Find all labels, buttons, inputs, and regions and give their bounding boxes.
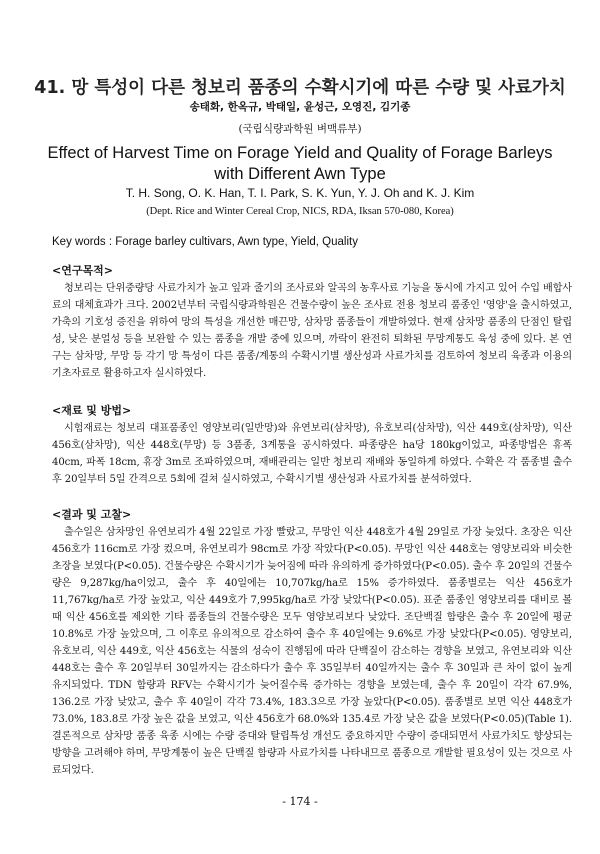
section-body-objective: 청보리는 단위중량당 사료가치가 높고 잎과 줄기의 조사료와 알곡의 농후사료 기능을 동시에 가지고 있어 수입 배합사료의 대체효과가 크다. 2002년부터 국립식량과학원은 건물수량이 높은 조사료 전용 청보리 품종인 '영양'을 출시하였고, 가축의 기호성 증진을 위하여 망의 특성을 개선한 매끈망, 삼차망 품종들이 개발하였다. 현재 삼차망 품종의 단점인 탈립성, 낮은 분얼성 등을 보완할 수 있는 품종을 개발 중에 있으며, 까락이 완전히 퇴화된 무망계통도 육성 중에 있다. 본 연구는 삼차망, 무망 등 각기 망 특성이 다른 품종/계통의 수확시기별 생산성과 사료가치를 검토하여 청보리 육종과 이용의 기초자료로 활용하고자 실시하였다. xyxy=(52,283,572,379)
page-number: - 174 - xyxy=(282,795,318,808)
keywords-label: Key words xyxy=(52,236,106,248)
section-objective xyxy=(52,262,572,382)
section-body-methods: 시험재료는 청보리 대표품종인 영양보리(일반망)와 유연보리(삼차망), 유호보리(삼차망), 익산 449호(삼차망), 익산 456호(삼차망), 익산 448호(무망) 등 3품종, 3계통을 공시하였다. 파종량은 ha당 180kg이었고, 파종방법은 휴폭 40cm, 파폭 18cm, 휴장 3m로 조파하였으며, 재배관리는 일반 청보리 재배와 동일하게 하였다. 수확은 각 품종별 출수 후 20일부터 5일 간격으로 5회에 걸쳐 실시하였고, 수확시기별 생산성과 사료가치를 분석하였다. xyxy=(52,423,572,485)
affiliation-english: (Dept. Rice and Winter Cereal Crop, NICS, RDA, Iksan 570-080, Korea) xyxy=(146,206,454,217)
section-body-results: 출수일은 삼차망인 유연보리가 4월 22일로 가장 빨랐고, 무망인 익산 448호가 4월 29일로 가장 늦었다. 초장은 익산 456호가 116cm로 가장 컸으며, 유연보리가 98cm로 가장 작았다(P<0.05). 무망인 익산 448호는 영양보리와 비슷한 초장을 보였다(P<0.05). 건물수량은 수확시기가 늦어짐에 따라 유의하게 증가하였다(P<0.05). 출수 후 20일의 건물수량은 9,287kg/ha이었고, 출수 후 40일에는 10,707kg/ha로 15% 증가하였다. 품종별로는 익산 456호가 11,767kg/ha로 가장 높았고, 익산 449호가 7,995kg/ha로 가장 낮았다(P<0.05). 표준 품종인 영양보리를 대비로 볼 때 익산 456호를 제외한 기타 품종들의 건물수량은 모두 영양보리보다 낮았다. 조단백질 함량은 출수 후 20일에 평균 10.8%로 가장 높았으며, 그 이후로 유의적으로 감소하여 출수 후 40일에는 9.6%로 가장 낮았다(P<0.05). 영양보리, 유호보리, 익산 449호, 익산 456호는 식물의 성숙이 진행됨에 따라 단백질이 감소하는 경향을 보였고, 유연보리와 익산 448호는 출수 후 20일부터 30일까지는 감소하다가 출수 후 35일부터 40일까지는 출수 후 30일과 큰 차이 없이 높게 유지되었다. TDN 함량과 RFV는 수확시기가 늦어질수록 증가하는 경향을 보였는데, 출수 후 20일이 각각 67.9%, 136.2로 가장 낮았고, 출수 후 40일이 각각 73.4%, 183.3으로 가장 높았다(P<0.05). 품종별로 보면 익산 448호가 73.0%, 183.8로 가장 높은 값을 보였고, 익산 456호가 68.0%와 135.4로 가장 낮은 값을 보였다(P<0.05)(Table 1). 결론적으로 삼차망 품종 육종 시에는 수량 증대와 탈립특성 개선도 중요하지만 수량이 증대되면서 사료가치도 향상되는 방향을 고려해야 하며, 무망계통이 높은 단백질 함량과 사료가치를 나타내므로 품종으로 개발할 필요성이 있는 것으로 사료되었다. xyxy=(52,527,572,776)
title-english xyxy=(0,143,600,185)
authors-korean: 송태화, 한옥규, 박태일, 윤성근, 오영진, 김기종 xyxy=(189,101,411,113)
affiliation-korean: (국립식량과학원 벼맥류부) xyxy=(238,123,362,135)
section-heading-objective: <연구목적> xyxy=(52,264,113,277)
keywords-text: : Forage barley cultivars, Awn type, Yield, Quality xyxy=(105,236,358,248)
title-english-line-1: Effect of Harvest Time on Forage Yield and Quality of Forage Barleys xyxy=(47,144,553,162)
section-methods xyxy=(52,402,572,488)
keywords xyxy=(52,236,358,248)
section-heading-results: <결과 및 고찰> xyxy=(52,508,132,521)
title-korean: 41. 망 특성이 다른 청보리 품종의 수확시기에 따른 수량 및 사료가치 xyxy=(34,78,566,98)
authors-english: T. H. Song, O. K. Han, T. I. Park, S. K. Yun, Y. J. Oh and K. J. Kim xyxy=(125,186,475,200)
section-heading-methods: <재료 및 방법> xyxy=(52,404,132,417)
section-results xyxy=(52,506,572,779)
title-english-line-2: with Different Awn Type xyxy=(214,165,386,183)
